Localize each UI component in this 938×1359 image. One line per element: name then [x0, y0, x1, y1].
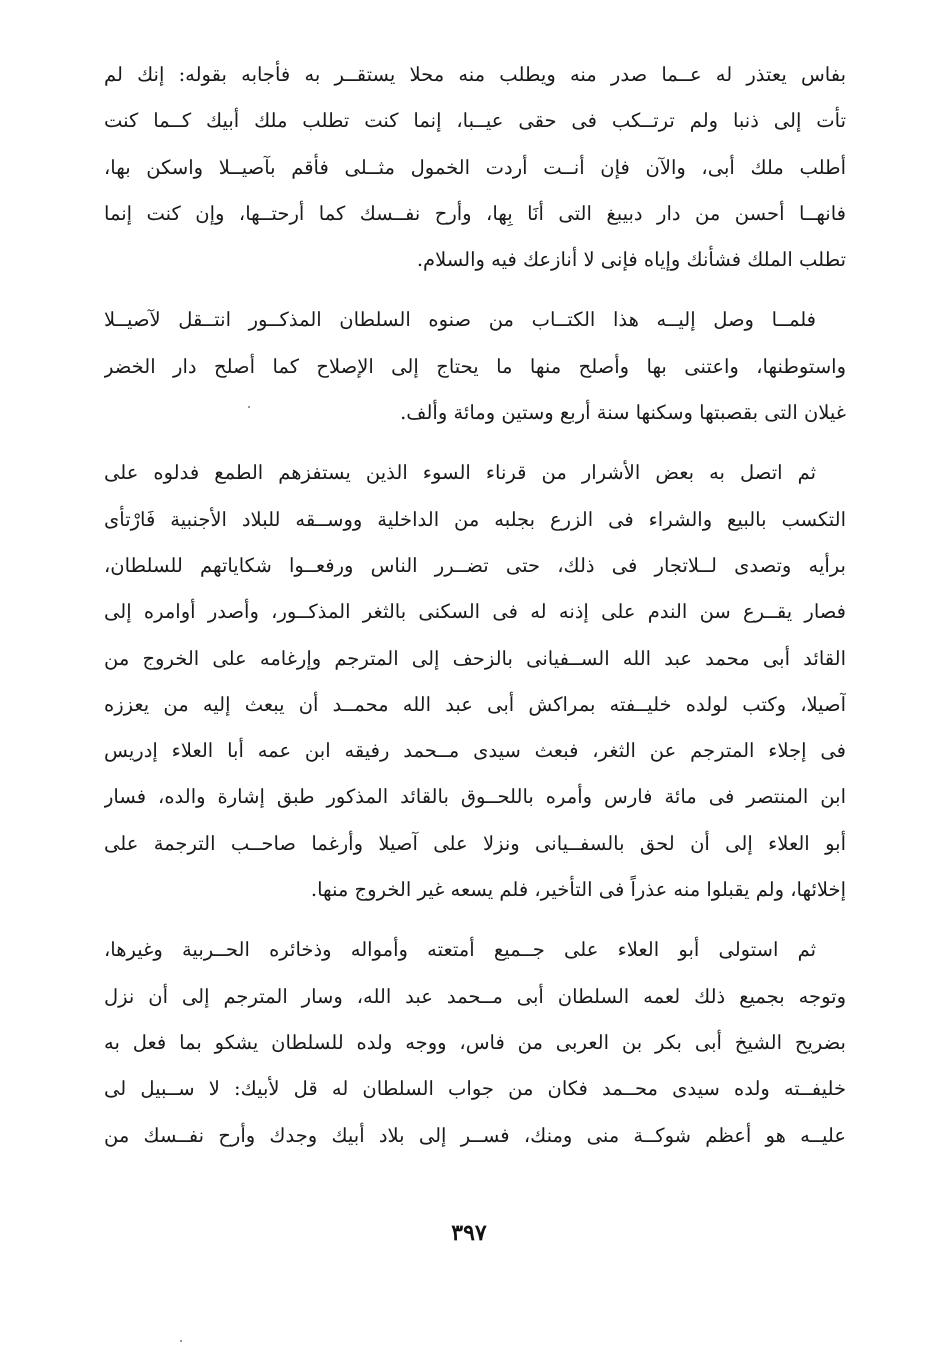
paragraph-spacer [104, 436, 846, 450]
text-line: بضريح الشيخ أبى بكر بن العربى من فاس، ووجه ولده للسلطان يشكو بما فعل به [104, 1030, 846, 1054]
scan-speck [248, 406, 250, 408]
text-line: ثم اتصل به بعض الأشرار من قرناء السوء الذين يستفزهم الطمع فدلوه على [104, 461, 816, 485]
text-line: أبو العلاء إلى أن لحق بالسفــيانى ونزلا على آصيلا وأرغما صاحــب الترجمة على [104, 831, 846, 855]
text-line: خليفــته ولده سيدى محــمد فكان من جواب السلطان له قل لأبيك: لا ســبيل لى [104, 1077, 846, 1101]
text-line: بفاس يعتذر له عــما صدر منه ويطلب منه محلا يستقــر به فأجابه بقوله: إنك لم [104, 63, 846, 86]
paragraph-2 [104, 297, 846, 436]
text-line: عليــه هو أعظم شوكــة منى ومنك، فســر إلى بلاد أبيك وجدك وأرح نفــسك من [104, 1123, 846, 1147]
text-line: فانهــا أحسن من دار دبيبغ التى أنَا بِها، وأرح نفــسك كما أرحتــها، وإن كنت إنما [104, 201, 846, 225]
text-line: واستوطنها، واعتنى بها وأصلح منها ما يحتاج إلى الإصلاح كما أصلح دار الخضر [104, 354, 846, 378]
text-line: غيلان التى بقصبتها وسكنها سنة أربع وستين ومائة وألف. [400, 401, 846, 425]
text-line: وتوجه بجميع ذلك لعمه السلطان أبى مــحمد عبد الله، وسار المترجم إلى أن نزل [104, 984, 846, 1008]
paragraph-3 [104, 450, 846, 913]
text-line: ابن المنتصر فى مائة فارس وأمره باللحــوق بالقائد المذكور طبق إشارة والده، فسار [104, 785, 846, 809]
paragraph-spacer [104, 283, 846, 297]
page-number: ٣٩٧ [451, 1220, 487, 1246]
scan-speck [180, 1340, 182, 1342]
text-line: ثم استولى أبو العلاء على جــميع أمتعته وأمواله وذخائره الحــربية وغيرها، [104, 938, 816, 962]
text-line: برأيه وتصدى لــلاتجار فى ذلك، حتى تضــرر الناس ورفعــوا شكاياتهم للسلطان، [104, 553, 846, 577]
paragraph-spacer [104, 913, 846, 927]
body-text [104, 52, 846, 1159]
text-line: إخلائها، ولم يقبلوا منه عذراً فى التأخير، فلم يسعه غير الخروج منها. [310, 878, 846, 902]
text-line: فلمــا وصل إليــه هذا الكتــاب من صنوه السلطان المذكــور انتــقل لآصيــلا [104, 308, 816, 332]
text-line: تأت إلى ذنبا ولم ترتــكب فى حقى عيــبا، إنما كنت تطلب ملك أبيك كــما كنت [104, 109, 846, 133]
paragraph-4 [104, 927, 846, 1158]
text-line: القائد أبى محمد عبد الله الســفيانى بالزحف إلى المترجم وإرغامه على الخروج من [104, 646, 846, 670]
text-line: فصار يقــرع سن الندم على إذنه له فى السكنى بالثغر المذكــور، وأصدر أوامره إلى [104, 600, 846, 624]
paragraph-1 [104, 52, 846, 283]
text-line: تطلب الملك فشأنك وإياه فإنى لا أنازعك فيه والسلام. [416, 248, 846, 272]
text-line: التكسب بالبيع والشراء فى الزرع بجلبه من الداخلية ووســقه للبلاد الأجنبية فَارْتأى [104, 507, 846, 531]
text-line: أطلب ملك أبى، والآن فإن أنــت أردت الخمول مثــلى فأقم بآصيــلا واسكن بها، [104, 155, 846, 179]
text-line: فى إجلاء المترجم عن الثغر، فبعث سيدى مــحمد رفيقه ابن عمه أبا العلاء إدريس [104, 739, 846, 763]
text-line: آصيلا، وكتب لولده خليــفته بمراكش أبى عبد الله محمــد أن يبعث إليه من يعززه [104, 692, 846, 716]
